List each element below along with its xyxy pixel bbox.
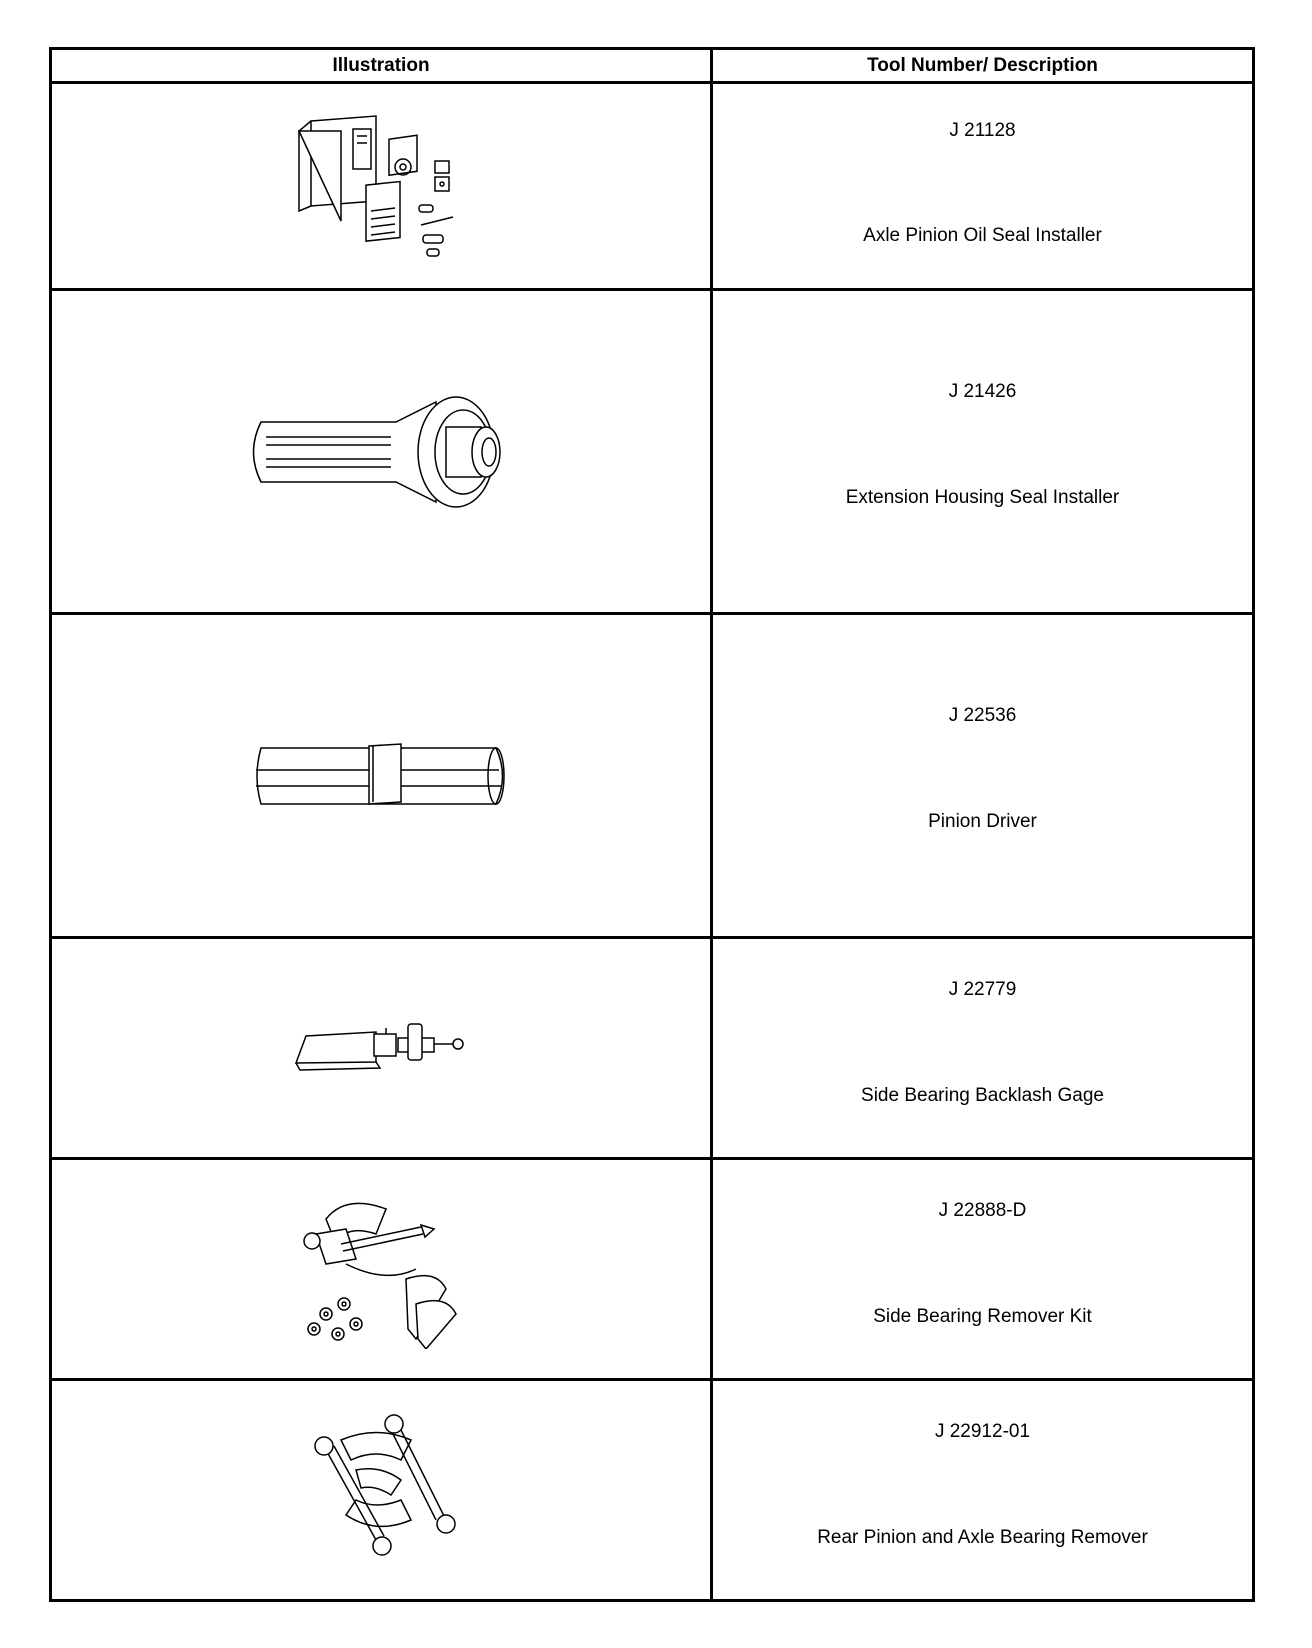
illustration-cell [51, 938, 712, 1159]
tool-number: J 22912-01 [934, 1421, 1031, 1442]
tool-number: J 22888-D [938, 1200, 1027, 1221]
table-row [51, 83, 1254, 290]
tool-description: Side Bearing Remover Kit [873, 1306, 1092, 1327]
description-cell [712, 938, 1254, 1159]
extension-housing-seal-installer-icon [241, 387, 521, 517]
seal-installer-kit-icon [291, 111, 471, 261]
illustration-cell [51, 614, 712, 938]
tool-description: Axle Pinion Oil Seal Installer [863, 225, 1102, 246]
backlash-gage-icon [286, 1018, 476, 1078]
table-header-row [51, 49, 1254, 83]
table-row [51, 290, 1254, 614]
illustration-cell [51, 1380, 712, 1601]
bearing-remover-kit-icon [286, 1189, 476, 1349]
pinion-driver-icon [241, 736, 521, 816]
description-cell [712, 83, 1254, 290]
table-row [51, 614, 1254, 938]
description-cell [712, 290, 1254, 614]
tool-number: J 21426 [948, 381, 1017, 402]
tool-number: J 22536 [948, 705, 1017, 726]
table-row [51, 1380, 1254, 1601]
table-row [51, 938, 1254, 1159]
tool-description: Pinion Driver [928, 811, 1037, 832]
column-header-description: Tool Number/ Description [712, 49, 1254, 83]
tool-number: J 22779 [948, 979, 1017, 1000]
table-row [51, 1159, 1254, 1380]
description-cell [712, 1159, 1254, 1380]
illustration-cell [51, 83, 712, 290]
tool-description: Rear Pinion and Axle Bearing Remover [817, 1527, 1148, 1548]
tool-description: Extension Housing Seal Installer [845, 487, 1120, 508]
description-cell [712, 1380, 1254, 1601]
description-cell [712, 614, 1254, 938]
illustration-cell [51, 290, 712, 614]
column-header-illustration: Illustration [51, 49, 712, 83]
tool-description: Side Bearing Backlash Gage [861, 1085, 1104, 1106]
illustration-cell [51, 1159, 712, 1380]
tool-number: J 21128 [949, 120, 1016, 141]
bearing-separator-icon [286, 1410, 476, 1570]
special-tools-table [49, 47, 1255, 1602]
